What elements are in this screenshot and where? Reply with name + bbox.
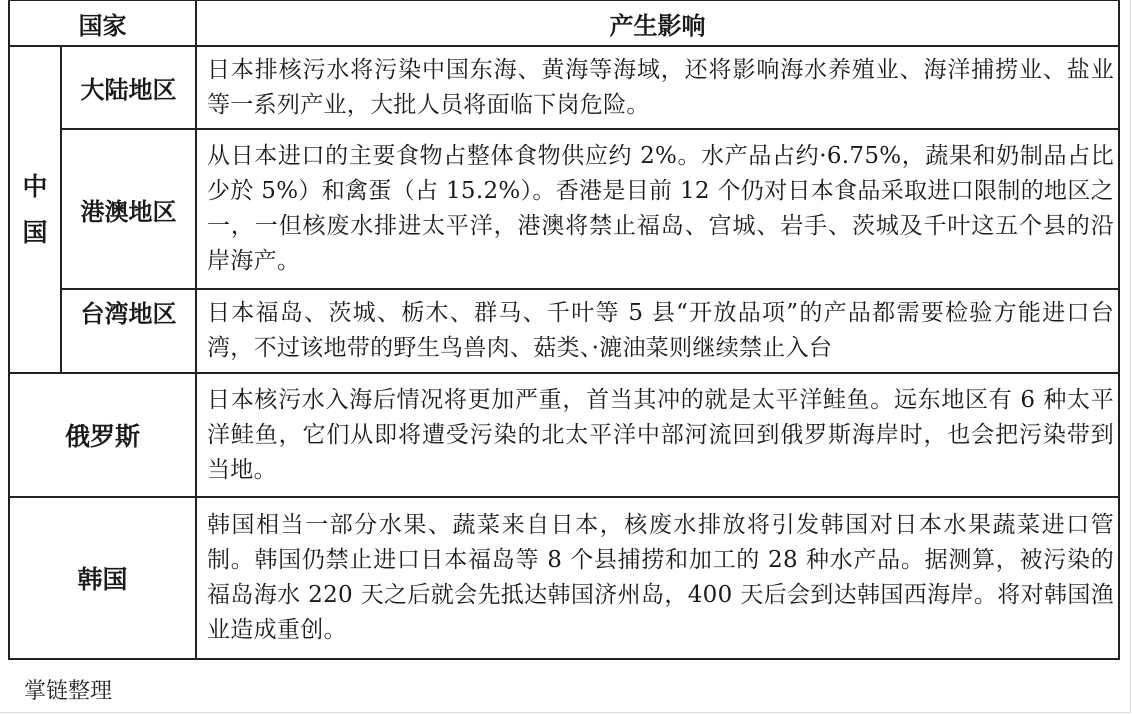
impact-hk-macau: 从日本进口的主要食物占整体食物供应约 2%。水产品占约·6.75%，蔬果和奶制品占比少於 5%）和禽蛋（占 15.2%）。香港是目前 12 个仍对日本食品采取进口限制的地区之一，一但核废水排进太平洋，港澳将禁止福岛、宫城、岩手、茨城及千叶这五个县的沿岸海产。 bbox=[196, 129, 1119, 289]
region-hk-macau-label: 港澳地区 bbox=[80, 196, 177, 226]
country-russia bbox=[9, 373, 196, 497]
region-mainland bbox=[61, 46, 196, 129]
country-china bbox=[9, 46, 61, 373]
country-korea-label: 韩国 bbox=[77, 565, 128, 594]
impact-russia: 日本核污水入海后情况将更加严重，首当其冲的就是太平洋鲑鱼。远东地区有 6 种太平洋鲑鱼，它们从即将遭受污染的北太平洋中部河流回到俄罗斯海岸时，也会把污染带到当地。 bbox=[196, 373, 1119, 497]
region-mainland-label: 大陆地区 bbox=[80, 75, 177, 104]
country-russia-label: 俄罗斯 bbox=[64, 422, 140, 451]
table-row-korea bbox=[9, 497, 1119, 659]
impact-taiwan: 日本福岛、茨城、栃木、群马、千叶等 5 县“开放品项”的产品都需要检验方能进口台湾，不过该地带的野生鸟兽肉、菇类、·漉油菜则继续禁止入台 bbox=[196, 289, 1119, 373]
country-china-char-1: 中 bbox=[22, 171, 48, 201]
region-taiwan bbox=[61, 289, 196, 373]
impact-korea: 韩国相当一部分水果、蔬菜来自日本，核废水排放将引发韩国对日本水果蔬菜进口管制。韩国仍禁止进口日本福岛等 8 个县捕捞和加工的 28 种水产品。据测算，被污染的福岛海水 220 天之后就会先抵达韩国济州岛，400 天后会到达韩国西海岸。将对韩国渔业造成重创。 bbox=[196, 497, 1119, 659]
region-taiwan-label: 台湾地区 bbox=[80, 299, 177, 328]
table-row-china-taiwan bbox=[9, 289, 1119, 373]
impact-mainland: 日本排核污水将污染中国东海、黄海等海域，还将影响海水养殖业、海洋捕捞业、盐业等一系列产业，大批人员将面临下岗危险。 bbox=[196, 46, 1119, 129]
impact-table bbox=[8, 0, 1120, 660]
table-row-russia bbox=[9, 373, 1119, 497]
country-china-char-2: 国 bbox=[22, 217, 48, 247]
header-country: 国家 bbox=[9, 1, 196, 47]
source-note: 掌链整理 bbox=[24, 679, 113, 704]
header-impact: 产生影响 bbox=[196, 1, 1119, 47]
table-row-china-hk-macau bbox=[9, 129, 1119, 289]
table-header-row bbox=[9, 1, 1119, 47]
country-korea bbox=[9, 497, 196, 659]
table-row-china-mainland bbox=[9, 46, 1119, 129]
region-hk-macau bbox=[61, 129, 196, 289]
